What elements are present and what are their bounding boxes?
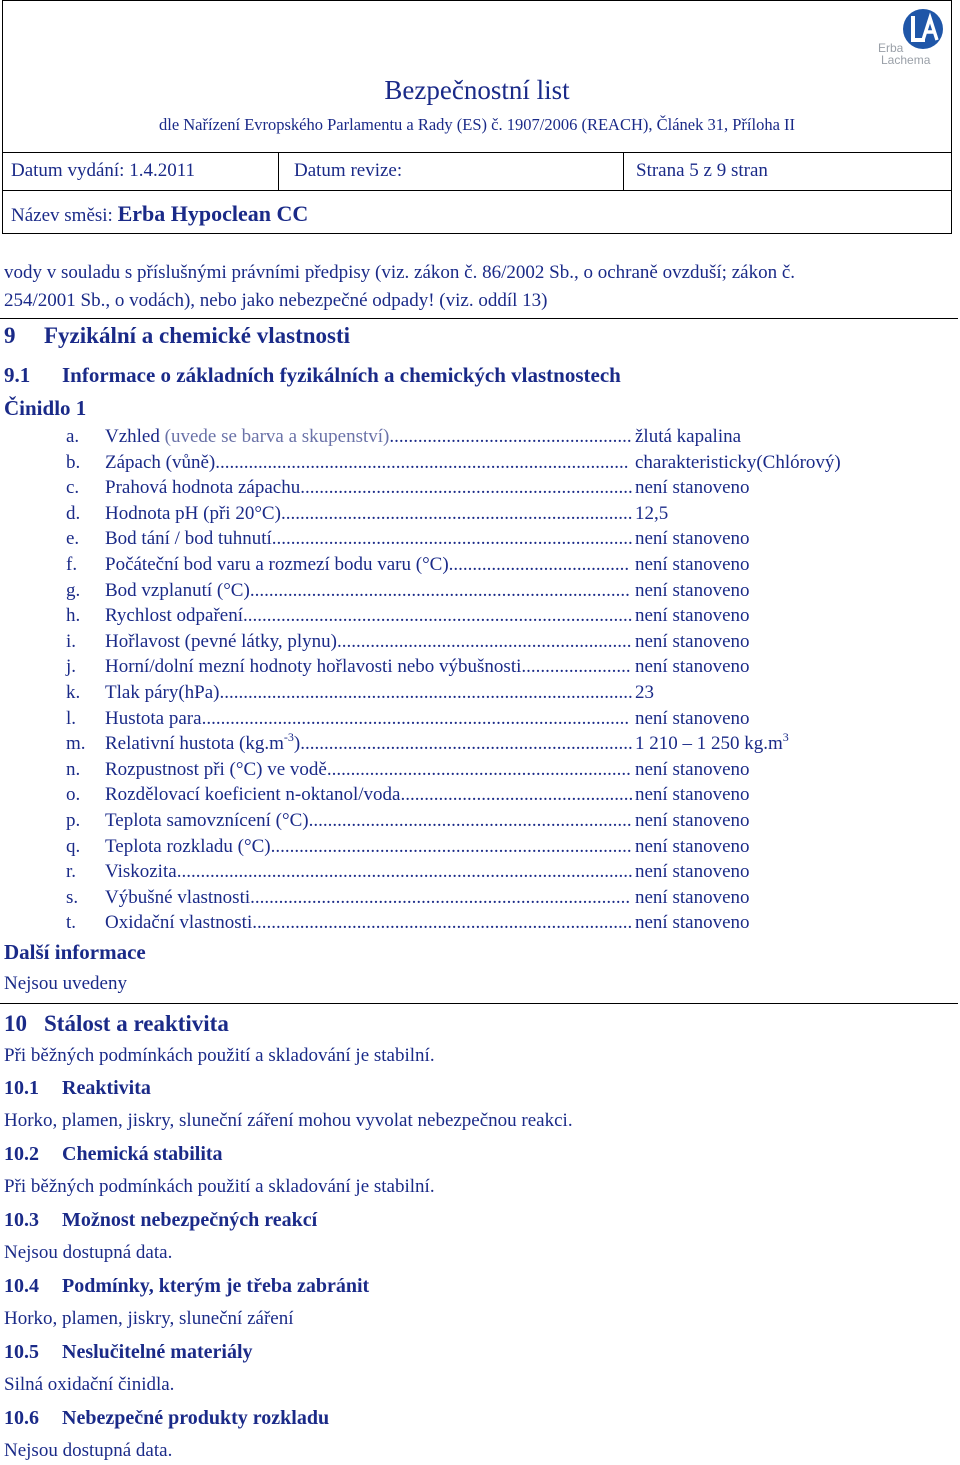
property-dots: .................................................................................. bbox=[243, 605, 633, 627]
property-dots: ....................... bbox=[521, 656, 631, 678]
header-title-row bbox=[3, 1, 951, 153]
subsection-title: Nebezpečné produkty rozkladu bbox=[62, 1407, 330, 1429]
property-label-text: Tlak páry(hPa) bbox=[105, 682, 220, 703]
property-dots: ............................................................................ bbox=[270, 835, 632, 857]
property-label bbox=[105, 580, 630, 602]
property-letter: b. bbox=[66, 451, 81, 473]
property-value bbox=[635, 528, 750, 550]
property-value bbox=[635, 656, 750, 678]
property-label bbox=[105, 784, 633, 806]
property-value bbox=[635, 759, 750, 781]
property-value bbox=[635, 426, 741, 448]
section-title: Stálost a reaktivita bbox=[44, 1011, 229, 1036]
property-value bbox=[635, 861, 750, 883]
property-value bbox=[635, 836, 750, 858]
property-dots: ...................................................................... bbox=[300, 477, 633, 499]
property-dots: ...................................... bbox=[448, 554, 630, 575]
property-label bbox=[105, 426, 632, 448]
subsection-number: 10.5 bbox=[4, 1341, 39, 1363]
subsection-heading bbox=[4, 1209, 317, 1232]
subsection-text: Při běžných podmínkách použití a skladování je stabilní. bbox=[4, 1176, 435, 1197]
document-title: Bezpečnostní list bbox=[384, 75, 570, 105]
property-dots: ....................................................................................... bbox=[215, 451, 629, 473]
property-value-text: není stanoveno bbox=[635, 554, 750, 575]
continuation-line-1: vody v souladu s příslušnými právními předpisy (viz. zákon č. 86/2002 Sb., o ochraně ovzduší; zákon č. bbox=[4, 262, 796, 283]
section-number: 9 bbox=[4, 323, 16, 348]
erba-lachema-logo-icon bbox=[873, 6, 947, 66]
property-label-superscript: -3 bbox=[283, 730, 294, 745]
property-label-text: Bod vzplanutí (°C) bbox=[105, 579, 250, 601]
property-value bbox=[635, 912, 750, 934]
property-letter: e. bbox=[66, 528, 80, 550]
property-value-text: není stanoveno bbox=[635, 835, 750, 857]
property-value-text: není stanoveno bbox=[635, 579, 750, 601]
mixture-name-row bbox=[3, 191, 951, 234]
property-letter: k. bbox=[66, 682, 81, 703]
property-value-text: není stanoveno bbox=[635, 528, 750, 550]
property-label-text: Výbušné vlastnosti bbox=[105, 886, 251, 908]
property-value bbox=[635, 810, 750, 832]
property-dots: ................................................................................................ bbox=[176, 861, 633, 883]
property-value bbox=[635, 605, 750, 627]
property-value bbox=[635, 452, 841, 474]
property-label bbox=[105, 503, 632, 525]
property-value bbox=[635, 730, 789, 755]
divider bbox=[0, 1003, 958, 1004]
page-number: Strana 5 z 9 stran bbox=[636, 160, 768, 181]
property-label bbox=[105, 810, 632, 832]
property-letter: t. bbox=[66, 912, 77, 934]
property-dots: .............................................................. bbox=[337, 630, 632, 652]
section-9-1-heading bbox=[4, 363, 621, 388]
property-value-text: charakteristicky(Chlórový) bbox=[635, 451, 841, 473]
property-label bbox=[105, 887, 630, 909]
subsection-number: 10.4 bbox=[4, 1275, 39, 1297]
property-letter: l. bbox=[66, 707, 77, 729]
property-dots: ............................................................................ bbox=[271, 528, 633, 550]
property-label bbox=[105, 730, 633, 755]
property-letter: c. bbox=[66, 477, 80, 499]
issue-date: Datum vydání: 1.4.2011 bbox=[3, 153, 279, 190]
property-letter: n. bbox=[66, 758, 81, 780]
property-label bbox=[105, 605, 633, 627]
subsection-title: Informace o základních fyzikálních a chemických vlastnostech bbox=[62, 363, 621, 387]
property-label bbox=[105, 554, 629, 576]
mixture-name-label: Název směsi: bbox=[11, 205, 118, 226]
subsection-number: 10.1 bbox=[4, 1077, 39, 1099]
property-letter: q. bbox=[66, 835, 81, 857]
property-dots: ................................................................................ bbox=[252, 912, 633, 934]
subsection-title: Podmínky, kterým je třeba zabránit bbox=[62, 1275, 370, 1297]
property-label-text: Prahová hodnota zápachu bbox=[105, 477, 301, 499]
section-number: 10 bbox=[4, 1011, 27, 1036]
mixture-name-value: Erba Hypoclean CC bbox=[117, 201, 309, 226]
logo-line2: Lachema bbox=[881, 53, 931, 66]
property-dots: ................................................... bbox=[389, 426, 632, 447]
section-10-heading bbox=[4, 1011, 229, 1037]
section-10-intro: Při běžných podmínkách použití a skladování je stabilní. bbox=[4, 1045, 435, 1066]
revision-date: Datum revize: bbox=[279, 153, 624, 190]
subsection-title: Možnost nebezpečných reakcí bbox=[62, 1209, 318, 1231]
property-value bbox=[635, 580, 750, 602]
property-value-text: 23 bbox=[635, 682, 654, 703]
property-value-text: 12,5 bbox=[635, 502, 669, 524]
property-value-text: není stanoveno bbox=[635, 861, 750, 883]
property-label-text: Hodnota pH (při 20°C) bbox=[105, 502, 281, 524]
property-label-text: Relativní hustota (kg.m bbox=[105, 733, 284, 755]
document-subtitle: dle Nařízení Evropského Parlamentu a Rady (ES) č. 1907/2006 (REACH), Článek 31, Příloha II bbox=[158, 115, 796, 134]
subsection-text: Nejsou dostupná data. bbox=[4, 1440, 173, 1461]
property-dots: .......................................................................................... bbox=[201, 707, 630, 729]
property-value-text: není stanoveno bbox=[635, 656, 750, 678]
property-letter: i. bbox=[66, 630, 77, 652]
property-letter: p. bbox=[66, 810, 81, 831]
subsection-number: 10.2 bbox=[4, 1143, 39, 1165]
property-label-suffix: ) bbox=[293, 733, 301, 755]
property-value bbox=[635, 784, 750, 806]
property-dots: ................................................. bbox=[400, 784, 634, 806]
property-dots: ................................................................................ bbox=[249, 579, 630, 601]
property-value-text: není stanoveno bbox=[635, 912, 750, 934]
subsection-heading bbox=[4, 1143, 223, 1166]
property-label-note: (uvede se barva a skupenství) bbox=[164, 426, 390, 447]
property-label-text: Vzhled bbox=[105, 426, 165, 447]
property-label-text: Teplota samovznícení (°C) bbox=[105, 810, 309, 831]
document-header bbox=[2, 0, 952, 234]
property-label-text: Viskozita bbox=[105, 861, 177, 883]
section-9-heading bbox=[4, 323, 350, 349]
property-label-text: Bod tání / bod tuhnutí bbox=[105, 528, 272, 550]
property-value-superscript: 3 bbox=[782, 730, 789, 745]
logo-line1: Erba bbox=[878, 41, 904, 55]
property-label-text: Hustota para bbox=[105, 707, 202, 729]
subsection-number: 9.1 bbox=[4, 363, 31, 387]
subsection-heading bbox=[4, 1077, 151, 1100]
property-dots: ................................................................ bbox=[326, 758, 631, 780]
property-dots: .................................................................... bbox=[308, 810, 632, 831]
property-value bbox=[635, 887, 750, 909]
header-dates-row bbox=[3, 153, 951, 191]
further-info-heading: Další informace bbox=[4, 940, 146, 964]
property-label-text: Teplota rozkladu (°C) bbox=[105, 835, 271, 857]
property-label-text: Rozdělovací koeficient n-oktanol/voda bbox=[105, 784, 401, 806]
property-value bbox=[635, 477, 750, 499]
further-info-text: Nejsou uvedeny bbox=[4, 973, 127, 994]
property-value-text: není stanoveno bbox=[635, 605, 750, 627]
property-label bbox=[105, 759, 631, 781]
property-label-text: Zápach (vůně) bbox=[105, 451, 216, 473]
property-dots: ...................................................................... bbox=[300, 733, 633, 755]
property-value-text: není stanoveno bbox=[635, 758, 750, 780]
subsection-title: Chemická stabilita bbox=[62, 1143, 223, 1165]
property-value-text: není stanoveno bbox=[635, 630, 750, 652]
property-value-text: není stanoveno bbox=[635, 784, 750, 806]
subsection-title: Reaktivita bbox=[62, 1077, 151, 1099]
subsection-number: 10.6 bbox=[4, 1407, 39, 1429]
subsection-heading bbox=[4, 1407, 329, 1430]
subsection-text: Horko, plamen, jiskry, sluneční záření bbox=[4, 1308, 294, 1329]
property-dots: ....................................................................................... bbox=[219, 682, 633, 703]
property-letter: m. bbox=[66, 733, 86, 755]
property-label bbox=[105, 682, 633, 704]
property-label-text: Oxidační vlastnosti bbox=[105, 912, 253, 934]
property-value bbox=[635, 708, 750, 730]
property-letter: o. bbox=[66, 784, 81, 806]
property-letter: d. bbox=[66, 502, 81, 524]
property-letter: h. bbox=[66, 605, 81, 627]
property-label-text: Hořlavost (pevné látky, plynu) bbox=[105, 630, 337, 652]
property-label bbox=[105, 912, 632, 934]
property-letter: g. bbox=[66, 579, 81, 601]
reagent-heading: Činidlo 1 bbox=[4, 396, 87, 420]
property-dots: ................................................................................ bbox=[250, 886, 631, 908]
subsection-text: Nejsou dostupná data. bbox=[4, 1242, 173, 1263]
property-value bbox=[635, 682, 654, 704]
property-value-text: není stanoveno bbox=[635, 707, 750, 729]
property-letter: j. bbox=[66, 656, 77, 678]
property-value-text: není stanoveno bbox=[635, 477, 750, 499]
property-label-text: Horní/dolní mezní hodnoty hořlavosti nebo výbušnosti bbox=[105, 656, 522, 678]
subsection-text: Silná oxidační činidla. bbox=[4, 1374, 175, 1395]
property-label-text: Rozpustnost při (°C) ve vodě bbox=[105, 758, 327, 780]
property-value bbox=[635, 503, 668, 525]
property-letter: a. bbox=[66, 426, 80, 447]
property-label bbox=[105, 631, 632, 653]
property-value-text: 1 210 – 1 250 kg.m bbox=[635, 733, 783, 755]
property-value bbox=[635, 554, 750, 576]
property-dots: .......................................................................... bbox=[280, 502, 633, 524]
property-letter: s. bbox=[66, 886, 79, 908]
property-label-text: Rychlost odpaření bbox=[105, 605, 244, 627]
property-value-text: není stanoveno bbox=[635, 810, 750, 831]
subsection-heading bbox=[4, 1341, 253, 1364]
property-label bbox=[105, 656, 631, 678]
property-letter: f. bbox=[66, 554, 78, 575]
continuation-line-2: 254/2001 Sb., o vodách), nebo jako nebezpečné odpady! (viz. oddíl 13) bbox=[4, 290, 548, 311]
property-label bbox=[105, 452, 629, 474]
divider bbox=[0, 318, 958, 319]
section-title: Fyzikální a chemické vlastnosti bbox=[44, 323, 351, 348]
property-label-text: Počáteční bod varu a rozmezí bodu varu (°C) bbox=[105, 554, 449, 575]
subsection-heading bbox=[4, 1275, 369, 1298]
property-label bbox=[105, 477, 633, 499]
property-label bbox=[105, 708, 629, 730]
property-value-text: žlutá kapalina bbox=[635, 426, 742, 447]
property-letter: r. bbox=[66, 861, 77, 883]
subsection-number: 10.3 bbox=[4, 1209, 39, 1231]
property-label bbox=[105, 528, 633, 550]
property-label bbox=[105, 836, 632, 858]
property-label bbox=[105, 861, 633, 883]
subsection-title: Neslučitelné materiály bbox=[62, 1341, 253, 1363]
subsection-text: Horko, plamen, jiskry, sluneční záření mohou vyvolat nebezpečnou reakci. bbox=[4, 1110, 573, 1131]
property-value-text: není stanoveno bbox=[635, 886, 750, 908]
property-value bbox=[635, 631, 750, 653]
